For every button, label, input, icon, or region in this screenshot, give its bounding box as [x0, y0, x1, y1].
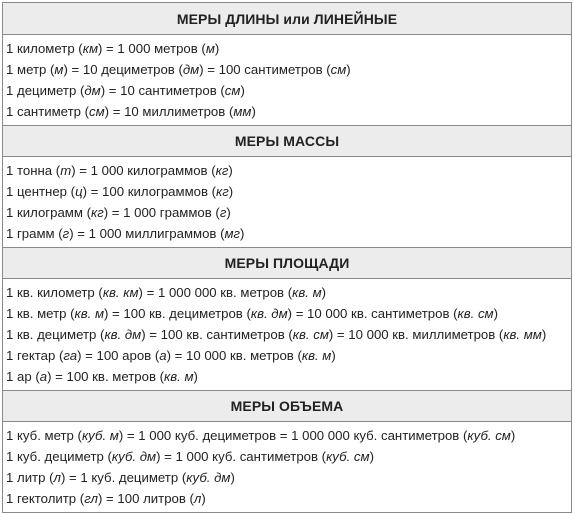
row-text: ) = 10 миллиметров (	[104, 104, 234, 119]
row-text: ) = 100 аров (	[77, 348, 160, 363]
row-text: ) = 100 кв. дециметров (	[103, 306, 251, 321]
row-text: ) = 1 000 000 кв. метров (	[138, 285, 293, 300]
conversion-row	[6, 303, 571, 324]
unit-abbreviation: л	[193, 491, 202, 506]
row-text: )	[541, 327, 547, 342]
row-text: )	[369, 449, 374, 464]
row-text: ) = 100 кв. метров (	[47, 369, 165, 384]
row-text: 1 сантиметр (	[6, 104, 90, 119]
row-text: )	[240, 226, 245, 241]
unit-abbreviation: кв. см	[457, 306, 494, 321]
row-text: ) = 1 000 килограммов (	[71, 163, 216, 178]
row-text: )	[226, 205, 231, 220]
unit-abbreviation: кг	[215, 163, 229, 178]
row-text: )	[240, 83, 245, 98]
row-text: 1 тонна (	[6, 163, 61, 178]
conversion-row	[6, 488, 571, 509]
row-text: ) = 1 000 куб. сантиметров (	[156, 449, 327, 464]
row-text: )	[331, 348, 336, 363]
row-text: 1 кв. дециметр (	[6, 327, 105, 342]
conversion-row	[6, 101, 571, 122]
conversion-row	[6, 202, 571, 223]
unit-abbreviation: см	[224, 83, 241, 98]
row-text: ) = 100 литров (	[98, 491, 194, 506]
row-text: )	[228, 163, 233, 178]
row-text: )	[251, 104, 256, 119]
row-text: ) = 1 000 миллиграммов (	[69, 226, 225, 241]
unit-abbreviation: км	[82, 41, 98, 56]
unit-abbreviation: м	[54, 62, 64, 77]
unit-abbreviation: кв. м	[74, 306, 104, 321]
unit-abbreviation: м	[205, 41, 215, 56]
row-text: 1 метр (	[6, 62, 55, 77]
conversion-row	[6, 80, 571, 101]
conversion-row	[6, 160, 571, 181]
unit-abbreviation: куб. см	[467, 428, 511, 443]
unit-abbreviation: кв. дм	[104, 327, 142, 342]
unit-abbreviation: куб. см	[326, 449, 370, 464]
row-text: 1 гектолитр (	[6, 491, 85, 506]
row-text: 1 грамм (	[6, 226, 63, 241]
unit-abbreviation: кг	[216, 184, 229, 199]
conversion-row	[6, 446, 571, 467]
measures-table	[2, 2, 572, 513]
unit-abbreviation: а	[159, 348, 167, 363]
unit-abbreviation: см	[330, 62, 347, 77]
conversion-row	[6, 223, 571, 244]
unit-abbreviation: а	[39, 369, 48, 384]
row-text: 1 гектар (	[6, 348, 64, 363]
row-text: 1 куб. метр (	[6, 428, 82, 443]
unit-abbreviation: т	[60, 163, 72, 178]
row-text: )	[193, 369, 198, 384]
row-text: 1 литр (	[6, 470, 54, 485]
unit-abbreviation: кв. км	[102, 285, 139, 300]
conversion-row	[6, 282, 571, 303]
conversion-row	[6, 467, 571, 488]
unit-abbreviation: ц	[75, 184, 83, 199]
unit-abbreviation: кв. см	[292, 327, 329, 342]
unit-abbreviation: куб. дм	[111, 449, 157, 464]
row-text: 1 центнер (	[6, 184, 76, 199]
unit-abbreviation: кв. мм	[503, 327, 542, 342]
conversion-row	[6, 38, 571, 59]
conversion-row	[6, 366, 571, 387]
section-title: МЕРЫ ДЛИНЫ или ЛИНЕЙНЫЕ	[3, 3, 571, 34]
row-text: 1 кв. метр (	[6, 306, 75, 321]
conversion-row	[6, 324, 571, 345]
conversion-row	[6, 425, 571, 446]
section-title: МЕРЫ ПЛОЩАДИ	[3, 247, 571, 278]
row-text: 1 дециметр (	[6, 83, 85, 98]
row-text: ) = 10 сантиметров (	[100, 83, 225, 98]
unit-abbreviation: гл	[84, 491, 98, 506]
unit-abbreviation: кв. м	[292, 285, 322, 300]
unit-abbreviation: кг	[90, 205, 104, 220]
section-rows	[3, 156, 571, 247]
unit-abbreviation: г	[219, 205, 227, 220]
unit-abbreviation: кв. м	[164, 369, 194, 384]
section-rows	[3, 278, 571, 390]
row-text: ) = 10 000 кв. миллиметров (	[328, 327, 504, 342]
row-text: )	[346, 62, 351, 77]
row-text: )	[493, 306, 498, 321]
section-title: МЕРЫ ОБЪЕМА	[3, 390, 571, 421]
section-rows	[3, 34, 571, 125]
section-title: МЕРЫ МАССЫ	[3, 125, 571, 156]
unit-abbreviation: дм	[84, 83, 101, 98]
unit-abbreviation: дм	[182, 62, 200, 77]
row-text: ) = 1 000 граммов (	[103, 205, 220, 220]
unit-abbreviation: куб. дм	[186, 470, 231, 485]
row-text: ) = 100 килограммов (	[82, 184, 217, 199]
unit-abbreviation: кв. дм	[250, 306, 288, 321]
row-text: ) = 10 000 кв. сантиметров (	[287, 306, 458, 321]
row-text: 1 километр (	[6, 41, 83, 56]
row-text: )	[228, 184, 234, 199]
unit-abbreviation: куб. м	[81, 428, 119, 443]
row-text: 1 куб. дециметр (	[6, 449, 112, 464]
row-text: ) = 100 сантиметров (	[199, 62, 331, 77]
row-text: 1 килограмм (	[6, 205, 91, 220]
unit-abbreviation: см	[89, 104, 105, 119]
row-text: ) = 1 000 куб. дециметров = 1 000 000 куб. сантиметров (	[118, 428, 468, 443]
row-text: )	[230, 470, 235, 485]
row-text: ) = 1 куб. дециметр (	[60, 470, 187, 485]
row-text: 1 ар (	[6, 369, 40, 384]
unit-abbreviation: г	[62, 226, 70, 241]
row-text: )	[510, 428, 516, 443]
row-text: )	[201, 491, 206, 506]
row-text: ) = 1 000 метров (	[98, 41, 206, 56]
unit-abbreviation: л	[53, 470, 61, 485]
row-text: ) = 10 000 кв. метров (	[166, 348, 302, 363]
unit-abbreviation: мг	[224, 226, 241, 241]
row-text: 1 кв. километр (	[6, 285, 103, 300]
row-text: ) = 100 кв. сантиметров (	[141, 327, 293, 342]
unit-abbreviation: кв. м	[301, 348, 332, 363]
section-rows	[3, 421, 571, 512]
row-text: )	[321, 285, 327, 300]
row-text: )	[214, 41, 220, 56]
row-text: ) = 10 дециметров (	[63, 62, 183, 77]
unit-abbreviation: га	[63, 348, 78, 363]
conversion-row	[6, 59, 571, 80]
conversion-row	[6, 181, 571, 202]
unit-abbreviation: мм	[233, 104, 252, 119]
conversion-row	[6, 345, 571, 366]
